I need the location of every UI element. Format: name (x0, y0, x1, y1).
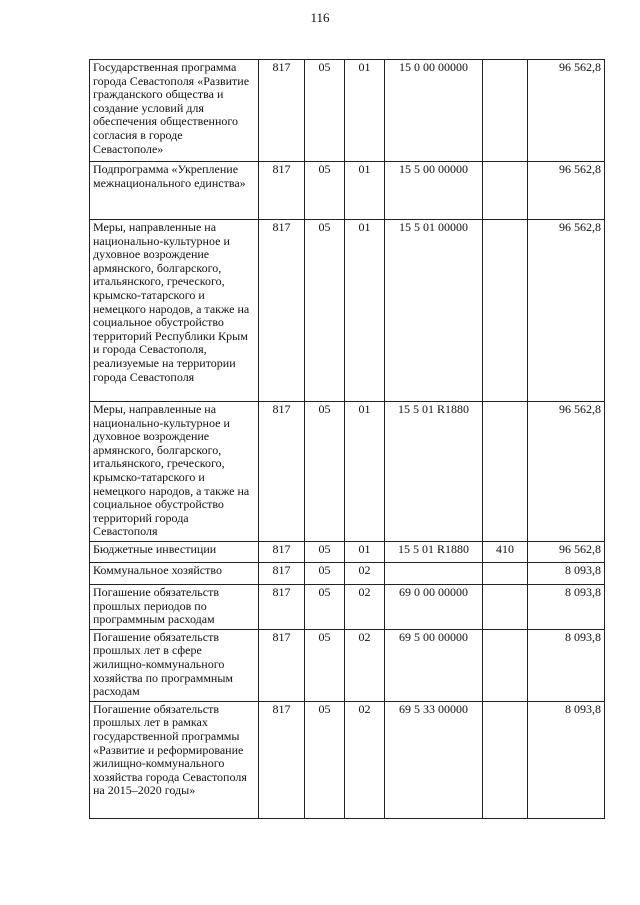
row-name: Меры, направленные на национально-культурное и духовное возрождение армянского, болгарского, итальянского, греческого, крымско-татарского и немецкого народов, а также на социальное обустройство территорий Республики Крым и города Севастополя, реализуемые на территории города Севастополя (90, 220, 259, 402)
row-grbs: 817 (259, 60, 305, 162)
row-section: 05 (305, 162, 345, 220)
row-section: 05 (305, 542, 345, 563)
row-name: Коммунальное хозяйство (90, 563, 259, 585)
row-name: Погашение обязательств прошлых лет в сфере жилищно-коммунального хозяйства по программным расходам (90, 629, 259, 701)
row-subsection: 01 (345, 60, 385, 162)
row-grbs: 817 (259, 162, 305, 220)
row-target-article: 69 5 00 00000 (385, 629, 483, 701)
row-subsection: 02 (345, 701, 385, 818)
row-amount: 96 562,8 (528, 220, 605, 402)
row-grbs: 817 (259, 220, 305, 402)
row-subsection: 02 (345, 563, 385, 585)
table-row (90, 585, 605, 630)
row-section: 05 (305, 220, 345, 402)
table-row (90, 563, 605, 585)
row-amount: 96 562,8 (528, 542, 605, 563)
row-amount: 8 093,8 (528, 701, 605, 818)
row-target-article: 69 0 00 00000 (385, 585, 483, 630)
row-grbs: 817 (259, 701, 305, 818)
table-row (90, 60, 605, 162)
row-subsection: 01 (345, 220, 385, 402)
row-subsection: 01 (345, 542, 385, 563)
row-target-article: 15 5 01 00000 (385, 220, 483, 402)
row-name: Погашение обязательств прошлых лет в рамках государственной программы «Развитие и реформирование жилищно-коммунального хозяйства города Севастополя на 2015–2020 годы» (90, 701, 259, 818)
row-amount: 96 562,8 (528, 60, 605, 162)
row-target-article: 15 5 01 R1880 (385, 402, 483, 542)
row-expense-type (483, 563, 528, 585)
row-target-article: 15 5 01 R1880 (385, 542, 483, 563)
row-expense-type (483, 220, 528, 402)
row-expense-type (483, 585, 528, 630)
row-grbs: 817 (259, 402, 305, 542)
row-grbs: 817 (259, 563, 305, 585)
table-row (90, 542, 605, 563)
row-subsection: 01 (345, 402, 385, 542)
row-expense-type: 410 (483, 542, 528, 563)
row-name: Подпрограмма «Укрепление межнационального единства» (90, 162, 259, 220)
row-expense-type (483, 629, 528, 701)
table-row (90, 402, 605, 542)
row-name: Погашение обязательств прошлых периодов по программным расходам (90, 585, 259, 630)
row-amount: 96 562,8 (528, 402, 605, 542)
row-target-article (385, 563, 483, 585)
row-section: 05 (305, 563, 345, 585)
budget-table (89, 59, 605, 819)
row-target-article: 15 5 00 00000 (385, 162, 483, 220)
table-row (90, 162, 605, 220)
row-section: 05 (305, 402, 345, 542)
row-name: Бюджетные инвестиции (90, 542, 259, 563)
page-number: 116 (310, 10, 330, 25)
row-section: 05 (305, 701, 345, 818)
row-subsection: 01 (345, 162, 385, 220)
row-subsection: 02 (345, 585, 385, 630)
row-name: Меры, направленные на национально-культурное и духовное возрождение армянского, болгарского, итальянского, греческого, крымско-татарского и немецкого народов, а также на социальное обустройство территорий города Севастополя (90, 402, 259, 542)
row-target-article: 15 0 00 00000 (385, 60, 483, 162)
row-subsection: 02 (345, 629, 385, 701)
row-target-article: 69 5 33 00000 (385, 701, 483, 818)
row-amount: 8 093,8 (528, 585, 605, 630)
table-row (90, 629, 605, 701)
row-grbs: 817 (259, 542, 305, 563)
row-section: 05 (305, 585, 345, 630)
row-amount: 8 093,8 (528, 563, 605, 585)
row-section: 05 (305, 629, 345, 701)
row-expense-type (483, 60, 528, 162)
row-expense-type (483, 162, 528, 220)
table-row (90, 701, 605, 818)
row-expense-type (483, 402, 528, 542)
row-expense-type (483, 701, 528, 818)
row-amount: 96 562,8 (528, 162, 605, 220)
row-grbs: 817 (259, 585, 305, 630)
table-row (90, 220, 605, 402)
row-grbs: 817 (259, 629, 305, 701)
row-amount: 8 093,8 (528, 629, 605, 701)
row-name: Государственная программа города Севастополя «Развитие гражданского общества и создание условий для обеспечения общественного согласия в городе Севастополе» (90, 60, 259, 162)
row-section: 05 (305, 60, 345, 162)
